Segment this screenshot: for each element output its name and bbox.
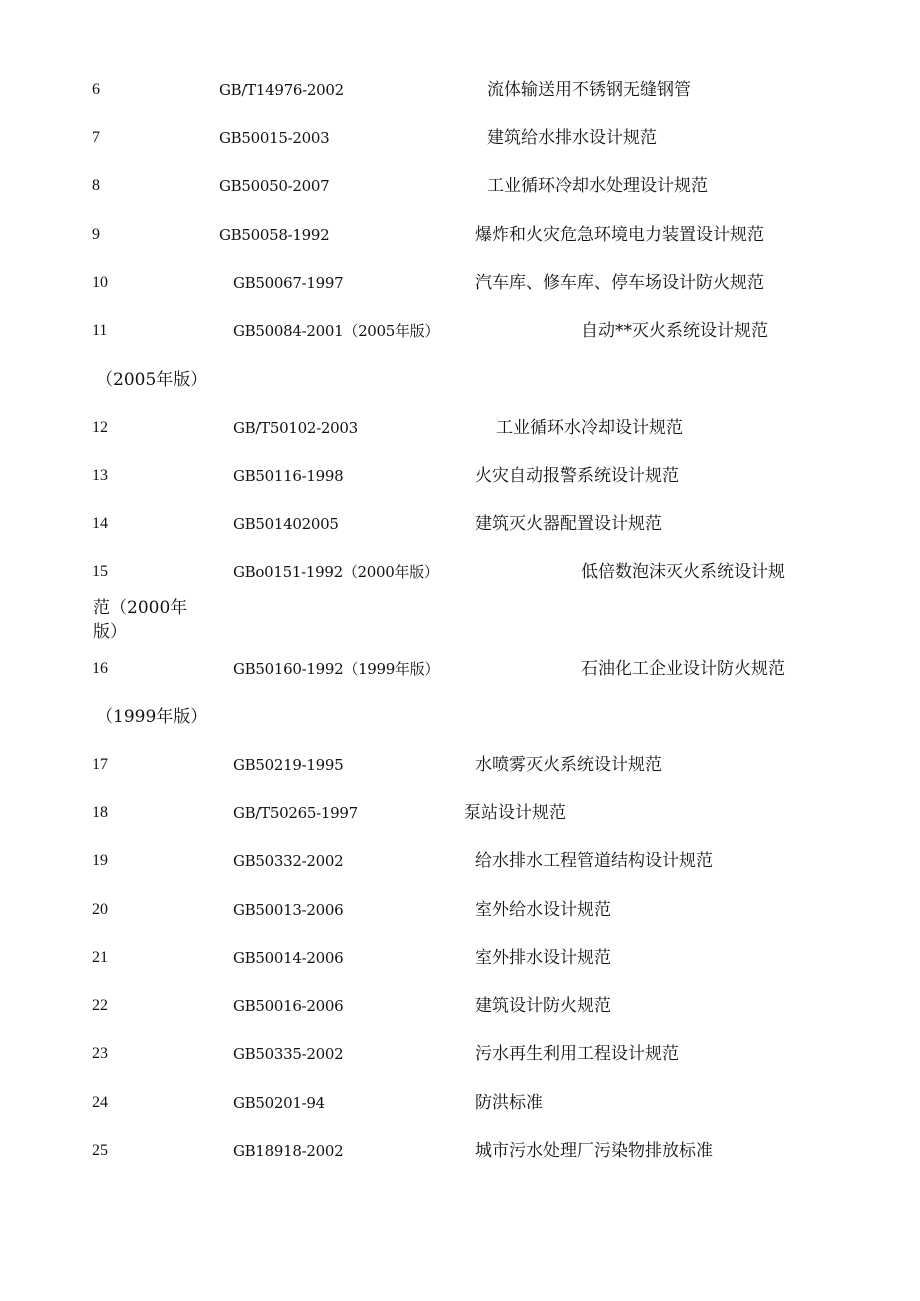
standard-code: GB50016-2006 [233, 997, 344, 1015]
standard-code: GB/T50102-2003 [233, 419, 358, 437]
row-number: 23 [92, 1045, 108, 1062]
row-number: 10 [92, 274, 108, 291]
standard-code: GB50013-2006 [233, 901, 344, 919]
row-number: 19 [92, 852, 108, 869]
standard-name: 城市污水处理厂污染物排放标准 [475, 1141, 713, 1161]
standard-code: GB50160-1992（1999年版） [233, 660, 440, 678]
standard-code: GB50050-2007 [219, 177, 330, 195]
row-number: 16 [92, 660, 108, 677]
standard-name: 泵站设计规范 [464, 803, 566, 823]
standard-name: 流体输送用不锈钢无缝钢管 [487, 80, 691, 100]
standard-code: GB50201-94 [233, 1094, 325, 1112]
row-number: 13 [92, 467, 108, 484]
row-number: 8 [92, 177, 100, 194]
standard-code: GB50015-2003 [219, 129, 330, 147]
standard-code: GB50084-2001（2005年版） [233, 322, 440, 340]
row-number: 11 [92, 322, 108, 339]
row-number: 17 [92, 756, 108, 773]
row-number: 25 [92, 1142, 108, 1159]
standard-code: GB18918-2002 [233, 1142, 344, 1160]
standard-code: GB50332-2002 [233, 852, 344, 870]
standard-name: 防洪标准 [475, 1093, 543, 1113]
standard-name: 工业循环水冷却设计规范 [496, 418, 683, 438]
row-number: 9 [92, 226, 100, 243]
standard-code: GB50067-1997 [233, 274, 344, 292]
row-number: 7 [92, 129, 100, 146]
row-number: 21 [92, 949, 108, 966]
standard-name: 石油化工企业设计防火规范 [581, 659, 785, 679]
row-number: 24 [92, 1094, 108, 1111]
standard-name: 自动**灭火系统设计规范 [581, 321, 768, 341]
standard-name: 建筑给水排水设计规范 [487, 128, 657, 148]
standard-code: GB50014-2006 [233, 949, 344, 967]
row-number: 15 [92, 563, 108, 580]
row-number: 22 [92, 997, 108, 1014]
edition-note: 范（2000年 [93, 598, 188, 618]
row-number: 12 [92, 419, 108, 436]
standard-name: 工业循环冷却水处理设计规范 [487, 176, 708, 196]
standard-name: 室外排水设计规范 [475, 948, 611, 968]
standard-code: GB501402005 [233, 515, 339, 533]
row-number: 6 [92, 81, 100, 98]
edition-note: （1999年版） [96, 707, 208, 727]
standard-code: GB/T14976-2002 [219, 81, 344, 99]
standard-name: 爆炸和火灾危急环境电力装置设计规范 [475, 225, 764, 245]
standard-name: 污水再生利用工程设计规范 [475, 1044, 679, 1064]
standard-code: GB/T50265-1997 [233, 804, 358, 822]
standard-code: GB50058-1992 [219, 226, 330, 244]
standard-name: 汽车库、修车库、停车场设计防火规范 [475, 273, 764, 293]
row-number: 14 [92, 515, 108, 532]
standard-code: GBo0151-1992（2000年版） [233, 563, 439, 581]
standard-code: GB50116-1998 [233, 467, 344, 485]
standard-name: 水喷雾灭火系统设计规范 [475, 755, 662, 775]
edition-note: 版） [93, 622, 127, 642]
standard-name: 火灾自动报警系统设计规范 [475, 466, 679, 486]
standard-code: GB50219-1995 [233, 756, 344, 774]
standard-name: 低倍数泡沫灭火系统设计规 [581, 562, 785, 582]
standard-code: GB50335-2002 [233, 1045, 344, 1063]
row-number: 20 [92, 901, 108, 918]
standard-name: 给水排水工程管道结构设计规范 [475, 851, 713, 871]
edition-note: （2005年版） [96, 370, 208, 390]
standard-name: 建筑设计防火规范 [475, 996, 611, 1016]
standard-name: 室外给水设计规范 [475, 900, 611, 920]
standard-name: 建筑灭火器配置设计规范 [475, 514, 662, 534]
row-number: 18 [92, 804, 108, 821]
